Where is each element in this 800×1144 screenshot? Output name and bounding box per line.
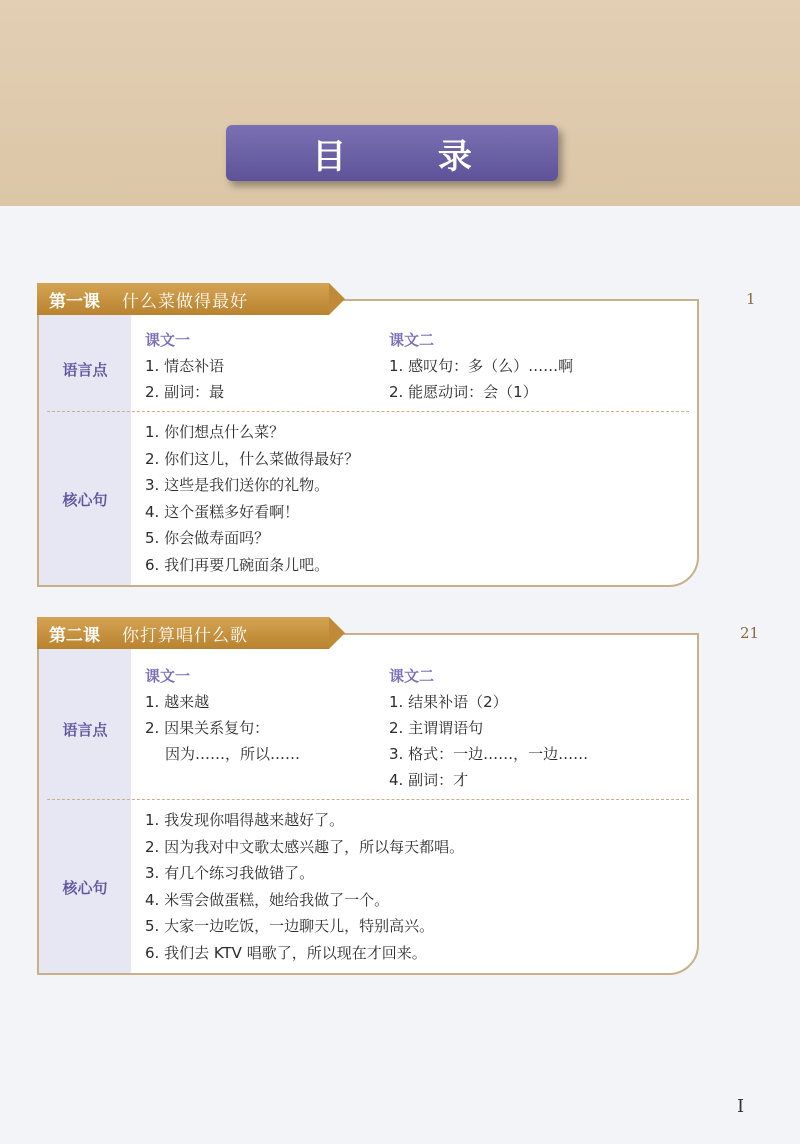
sentence-item: 2. 你们这儿，什么菜做得最好？	[145, 449, 360, 468]
section-divider	[47, 799, 689, 800]
key-sentences	[145, 419, 359, 578]
sentence-item: 4. 这个蛋糕多好看啊！	[145, 502, 300, 521]
point-item: 1. 感叹句：多（么）……啊	[389, 357, 574, 375]
point-item: 2. 因果关系复句：	[145, 719, 270, 737]
language-points-label: 语言点	[62, 361, 108, 379]
text-two-column	[389, 663, 588, 793]
lesson-number: 第一课	[49, 291, 100, 312]
point-item: 2. 能愿动词：会（1）	[389, 383, 538, 401]
sentence-item: 3. 有几个练习我做错了。	[145, 864, 315, 882]
key-sentences-label: 核心句	[62, 879, 108, 897]
point-item: 1. 结果补语（2）	[389, 693, 508, 711]
sentence-item: 1. 我发现你唱得越来越好了。	[145, 811, 345, 829]
point-item: 2. 主谓谓语句	[389, 719, 484, 737]
lesson-1-page-number[interactable]: 1	[746, 290, 756, 308]
lesson-2-card	[37, 633, 699, 975]
column-heading: 课文一	[145, 667, 191, 685]
sentence-item: 6. 我们去 KTV 唱歌了，所以现在才回来。	[145, 943, 427, 962]
label-column	[39, 301, 131, 585]
text-one-column	[145, 663, 300, 767]
text-one-column	[145, 327, 224, 405]
sentence-item: 2. 因为我对中文歌太感兴趣了，所以每天都唱。	[145, 837, 465, 856]
text-two-column	[389, 327, 573, 405]
lesson-number: 第二课	[49, 625, 100, 646]
section-divider	[47, 411, 689, 412]
column-heading: 课文二	[389, 331, 435, 349]
sentence-item: 3. 这些是我们送你的礼物。	[145, 476, 330, 494]
sentence-item: 6. 我们再要几碗面条儿吧。	[145, 555, 330, 574]
page-number: I	[737, 1096, 745, 1117]
lesson-title: 你打算唱什么歌	[122, 625, 248, 646]
lesson-1-tab[interactable]	[37, 283, 329, 315]
column-heading: 课文二	[389, 667, 435, 685]
lesson-2-tab[interactable]	[37, 617, 329, 649]
key-sentences	[145, 807, 464, 966]
point-item: 2. 副词：最	[145, 383, 225, 401]
point-item: 1. 情态补语	[145, 357, 225, 375]
point-item: 3. 格式：一边……，一边……	[389, 745, 589, 763]
language-points-label: 语言点	[62, 721, 108, 739]
key-sentences-label: 核心句	[62, 491, 108, 509]
lesson-title: 什么菜做得最好	[122, 291, 248, 312]
sentence-item: 5. 你会做寿面吗？	[145, 529, 270, 547]
lesson-1-card	[37, 299, 699, 587]
page-title: 目 录	[226, 125, 558, 181]
sentence-item: 4. 米雪会做蛋糕，她给我做了一个。	[145, 890, 390, 909]
sentence-item: 5. 大家一边吃饭，一边聊天儿，特别高兴。	[145, 917, 435, 935]
point-item: 因为……，所以……	[165, 745, 301, 763]
point-item: 4. 副词：才	[389, 771, 469, 789]
sentence-item: 1. 你们想点什么菜？	[145, 423, 285, 441]
lesson-2-page-number[interactable]: 21	[740, 624, 760, 642]
point-item: 1. 越来越	[145, 693, 210, 711]
label-column	[39, 635, 131, 973]
column-heading: 课文一	[145, 331, 191, 349]
